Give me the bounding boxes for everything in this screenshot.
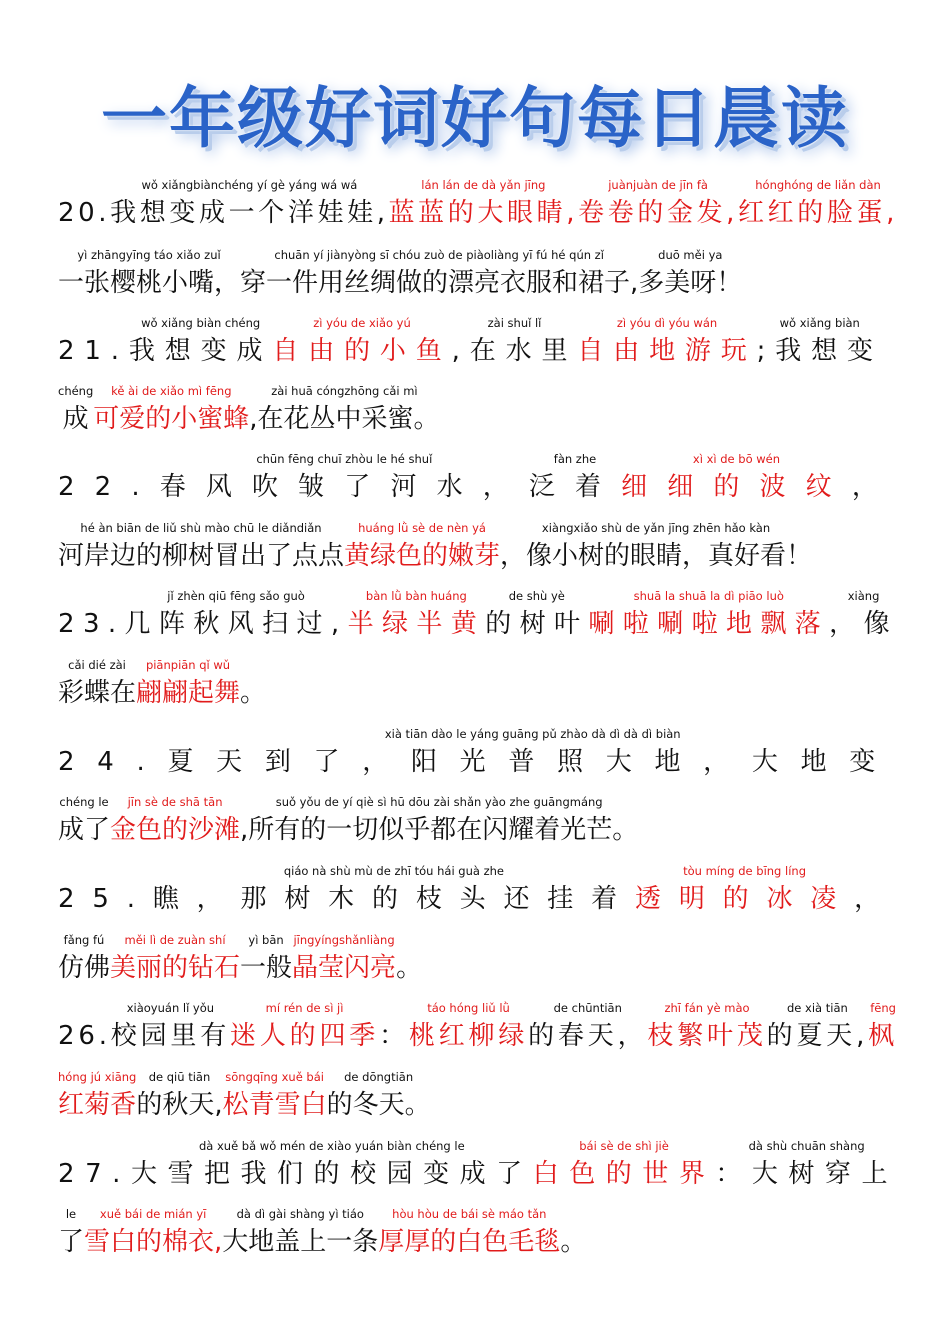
hanzi: 红菊香	[58, 1090, 137, 1120]
hanzi: 我想变成	[128, 336, 273, 366]
text-line	[58, 864, 898, 920]
pinyin	[854, 864, 898, 878]
pinyin	[852, 452, 898, 466]
pinyin: sōngqīng xuě bái	[225, 1070, 324, 1084]
item-number: 27.	[58, 1159, 131, 1189]
highlight-phrase	[110, 933, 240, 985]
phrase	[153, 864, 635, 916]
hanzi: 可爱的小蜜蜂	[93, 404, 250, 434]
pinyin: hóng jú xiāng	[58, 1070, 137, 1084]
pinyin	[240, 658, 266, 672]
hanzi: 仿佛	[58, 953, 111, 983]
highlight-phrase	[647, 1001, 766, 1053]
phrase	[715, 1139, 898, 1191]
phrase	[129, 316, 272, 368]
hanzi: 枫	[868, 1021, 898, 1051]
pinyin: lán lán de dà yǎn jīng	[421, 178, 546, 192]
hanzi: 夏天到了，阳光普照大地，大地变	[167, 747, 898, 777]
hanzi: 的树叶	[485, 609, 589, 639]
text-line	[58, 521, 898, 577]
hanzi: 白色的世界	[532, 1159, 716, 1189]
pinyin	[379, 1001, 409, 1015]
highlight-phrase	[621, 452, 852, 504]
hanzi: ：	[379, 1021, 409, 1051]
text-line	[58, 1139, 898, 1195]
phrase	[854, 864, 898, 916]
text-line	[58, 1070, 898, 1126]
item-number: 23.	[58, 609, 125, 639]
pinyin: hòu hòu de bái sè máo tǎn	[392, 1207, 547, 1221]
hanzi: ，像	[829, 609, 898, 639]
pinyin: xuě bái de mián yī	[99, 1207, 207, 1221]
phrase	[125, 589, 348, 641]
pinyin: táo hóng liǔ lǜ	[427, 1001, 510, 1015]
hanzi: 瞧，那树木的枝头还挂着	[152, 884, 635, 914]
pinyin: juànjuàn de jīn fà	[608, 178, 708, 192]
pinyin: xiàngxiǎo shù de yǎn jīng zhēn hǎo kàn	[541, 521, 771, 535]
item-number: 26.	[58, 1021, 111, 1051]
hanzi: 枝繁叶茂	[647, 1021, 767, 1051]
phrase	[131, 1139, 533, 1191]
pinyin: chūn fēng chuī zhòu le hé shuǐ	[256, 452, 433, 466]
highlight-phrase	[84, 1207, 222, 1259]
hanzi: 透明的冰凌	[634, 884, 855, 914]
hanzi: 蓝蓝的大眼睛,	[388, 198, 579, 228]
phrase	[757, 316, 883, 368]
pinyin: tòu míng de bīng líng	[683, 864, 806, 878]
pinyin: de shù yè	[508, 589, 565, 603]
hanzi: 桃红柳绿	[408, 1021, 529, 1051]
pinyin	[396, 933, 422, 947]
pinyin: xiàoyuán lǐ yǒu	[126, 1001, 215, 1015]
item-number: 20.	[58, 198, 111, 228]
pinyin: wǒ xiǎng biàn	[779, 316, 860, 330]
hanzi: 大雪把我们的校园变成了	[130, 1159, 533, 1189]
hanzi: 迷人的四季	[230, 1021, 380, 1051]
pinyin: zhī fán yè mào	[664, 1001, 750, 1015]
hanzi: 了	[58, 1227, 85, 1257]
hanzi: 细细的波纹	[621, 472, 852, 502]
pinyin: xì xì de bō wén	[692, 452, 781, 466]
highlight-phrase	[110, 795, 240, 847]
pinyin: zì yóu de xiǎo yú	[313, 316, 411, 330]
pinyin: bái sè de shì jiè	[579, 1139, 669, 1153]
phrase	[500, 521, 812, 573]
hanzi: 成了	[58, 815, 111, 845]
highlight-phrase	[93, 384, 249, 436]
highlight-phrase	[588, 589, 829, 641]
phrase	[110, 178, 388, 230]
hanzi: 春风吹皱了河水，	[159, 472, 529, 502]
pinyin: duō měi ya	[658, 248, 723, 262]
highlight-phrase	[230, 1001, 379, 1053]
hanzi: 的春天，	[528, 1021, 648, 1051]
pinyin: yì zhāngyīng táo xiǎo zuǐ	[77, 248, 221, 262]
highlight-phrase	[389, 178, 579, 230]
hanzi: 自由地游玩	[577, 336, 757, 366]
pinyin: de chūntiān	[553, 1001, 622, 1015]
hanzi: 我想变成一个洋娃娃,	[110, 198, 389, 228]
pinyin: de qiū tiān	[148, 1070, 211, 1084]
text-line	[58, 452, 898, 508]
hanzi: ：大树穿上	[715, 1159, 898, 1189]
highlight-phrase	[635, 864, 854, 916]
pinyin: dà xuě bǎ wǒ mén de xiào yuán biàn chéng le	[198, 1139, 465, 1153]
phrase	[58, 384, 93, 436]
highlight-phrase	[272, 316, 451, 368]
phrase	[379, 1001, 409, 1053]
pinyin: chéng	[58, 384, 94, 398]
item-number: 25.	[58, 884, 153, 914]
pinyin: wǒ xiǎngbiànchéng yí gè yáng wá wá	[141, 178, 358, 192]
highlight-phrase	[223, 1070, 327, 1122]
hanzi: ，	[854, 884, 898, 914]
hanzi: 半绿半黄	[347, 609, 486, 639]
phrase	[111, 1001, 230, 1053]
highlight-phrase	[348, 589, 486, 641]
hanzi: 晶莹闪亮	[292, 953, 397, 983]
pinyin: jǐ zhèn qiū fēng sǎo guò	[167, 589, 305, 603]
hanzi: 河岸边的柳树冒出了点点	[58, 541, 345, 571]
phrase	[167, 727, 898, 779]
pinyin: de xià tiān	[787, 1001, 848, 1015]
phrase	[852, 452, 898, 504]
highlight-phrase	[409, 1001, 528, 1053]
phrase	[58, 658, 136, 710]
text-line	[58, 933, 898, 989]
hanzi: 校园里有	[110, 1021, 231, 1051]
pinyin: dà shù chuān shàng	[748, 1139, 865, 1153]
pinyin: qiáo nà shù mù de zhī tóu hái guà zhe	[283, 864, 504, 878]
hanzi: ,在花丛中采蜜。	[249, 404, 440, 434]
hanzi: 翩翩起舞	[136, 678, 241, 708]
pinyin: chéng le	[59, 795, 109, 809]
pinyin: huáng lǜ sè de nèn yá	[358, 521, 486, 535]
pinyin: cǎi dié zài	[68, 658, 126, 672]
phrase	[58, 248, 240, 300]
phrase	[58, 1207, 84, 1259]
pinyin: měi lì de zuàn shí	[124, 933, 226, 947]
hanzi: 的冬天。	[326, 1090, 431, 1120]
hanzi: 一张樱桃小嘴，	[58, 268, 241, 298]
hanzi: 金色的沙滩	[110, 815, 241, 845]
hanzi: 美丽的钻石	[110, 953, 241, 983]
pinyin: xiàng	[847, 589, 880, 603]
hanzi: 彩蝶在	[58, 678, 137, 708]
phrase	[638, 248, 742, 300]
phrase	[58, 933, 110, 985]
hanzi: 。	[240, 678, 267, 708]
phrase	[529, 452, 621, 504]
pinyin: fēng	[870, 1001, 896, 1015]
highlight-phrase	[578, 178, 738, 230]
hanzi: 厚厚的白色毛毯	[378, 1227, 561, 1257]
phrase	[240, 933, 292, 985]
hanzi: 卷卷的金发,	[578, 198, 739, 228]
phrase	[222, 1207, 378, 1259]
page-title: 一年级好词好句每日晨读	[101, 80, 849, 157]
phrase	[829, 589, 898, 641]
hanzi: 黄绿色的嫩芽	[344, 541, 501, 571]
highlight-phrase	[868, 1001, 898, 1053]
highlight-phrase	[344, 521, 500, 573]
hanzi: 唰啦唰啦地飘落	[588, 609, 830, 639]
phrase	[452, 316, 578, 368]
phrase	[58, 521, 344, 573]
hanzi: 。	[396, 953, 423, 983]
highlight-phrase	[136, 658, 240, 710]
pinyin: piānpiān qǐ wǔ	[145, 658, 231, 672]
pinyin: zì yóu dì yóu wán	[616, 316, 718, 330]
pinyin	[560, 1207, 586, 1221]
text-line	[58, 316, 898, 372]
pinyin: bàn lǜ bàn huáng	[365, 589, 467, 603]
pinyin: le	[65, 1207, 77, 1221]
hanzi: 自由的小鱼	[272, 336, 452, 366]
hanzi: 的秋天,	[136, 1090, 223, 1120]
pinyin: fàn zhe	[553, 452, 597, 466]
text-line	[58, 384, 898, 440]
pinyin: yì bān	[248, 933, 284, 947]
pinyin: suǒ yǒu de yí qiè sì hū dōu zài shǎn yào zhe guāngmáng	[275, 795, 603, 809]
highlight-phrase	[292, 933, 396, 985]
phrase	[136, 1070, 222, 1122]
phrase	[327, 1070, 431, 1122]
phrase	[528, 1001, 647, 1053]
pinyin: mí rén de sì jì	[265, 1001, 344, 1015]
text-line	[58, 1001, 898, 1057]
hanzi: ，	[851, 472, 898, 502]
pinyin: jīn sè de shā tān	[127, 795, 223, 809]
phrase	[396, 933, 422, 985]
pinyin: xià tiān dào le yáng guāng pǔ zhào dà dì dà dì biàn	[384, 727, 681, 741]
pinyin: zài shuǐ lǐ	[487, 316, 542, 330]
hanzi: 红红的脸蛋,	[738, 198, 898, 228]
hanzi: ;我想变	[756, 336, 883, 366]
pinyin: wǒ xiǎng biàn chéng	[141, 316, 261, 330]
hanzi: 穿一件用丝绸做的漂亮衣服和裙子,	[240, 268, 639, 298]
phrase	[240, 248, 638, 300]
text-line	[58, 658, 898, 714]
hanzi: 成	[62, 404, 89, 434]
hanzi: 松青雪白	[222, 1090, 327, 1120]
text-line	[58, 727, 898, 783]
item-number: 24.	[58, 747, 168, 777]
hanzi: 雪白的棉衣,	[84, 1227, 223, 1257]
hanzi: ，像小树的眼睛，真好看！	[500, 541, 813, 571]
pinyin: hónghóng de liǎn dàn	[755, 178, 881, 192]
pinyin: chuān yí jiànyòng sī chóu zuò de piàoliàng yī fú hé qún zǐ	[274, 248, 604, 262]
text-line	[58, 1207, 898, 1263]
hanzi: 几阵秋风扫过,	[124, 609, 348, 639]
highlight-phrase	[58, 1070, 136, 1122]
hanzi: 的夏天,	[766, 1021, 869, 1051]
hanzi: ,在水里	[451, 336, 578, 366]
phrase	[485, 589, 588, 641]
hanzi: 多美呀！	[638, 268, 743, 298]
hanzi: 一般	[240, 953, 293, 983]
text-line	[58, 248, 898, 304]
text-line	[58, 589, 898, 645]
highlight-phrase	[577, 316, 756, 368]
pinyin: jīngyíngshǎnliàng	[293, 933, 395, 947]
pinyin: de dōngtiān	[344, 1070, 414, 1084]
phrase	[58, 795, 110, 847]
hanzi: 大地盖上一条	[222, 1227, 379, 1257]
pinyin: hé àn biān de liǔ shù mào chū le diǎndiǎn	[80, 521, 322, 535]
phrase	[240, 795, 638, 847]
phrase	[560, 1207, 586, 1259]
pinyin: kě ài de xiǎo mì fēng	[111, 384, 232, 398]
hanzi: ,所有的一切似乎都在闪耀着光芒。	[240, 815, 639, 845]
pinyin: zài huā cóngzhōng cǎi mì	[271, 384, 418, 398]
phrase	[249, 384, 439, 436]
pinyin: fǎng fú	[63, 933, 105, 947]
highlight-phrase	[533, 1139, 716, 1191]
hanzi: 泛着	[528, 472, 622, 502]
pinyin: dà dì gài shàng yì tiáo	[236, 1207, 364, 1221]
item-number: 21.	[58, 336, 129, 366]
phrase	[240, 658, 266, 710]
highlight-phrase	[738, 178, 898, 230]
text-line	[58, 795, 898, 851]
hanzi: 。	[560, 1227, 587, 1257]
phrase	[767, 1001, 869, 1053]
highlight-phrase	[378, 1207, 560, 1259]
phrase	[160, 452, 529, 504]
text-line	[58, 178, 898, 234]
pinyin: shuā la shuā la dì piāo luò	[633, 589, 784, 603]
item-number: 22.	[58, 472, 160, 502]
